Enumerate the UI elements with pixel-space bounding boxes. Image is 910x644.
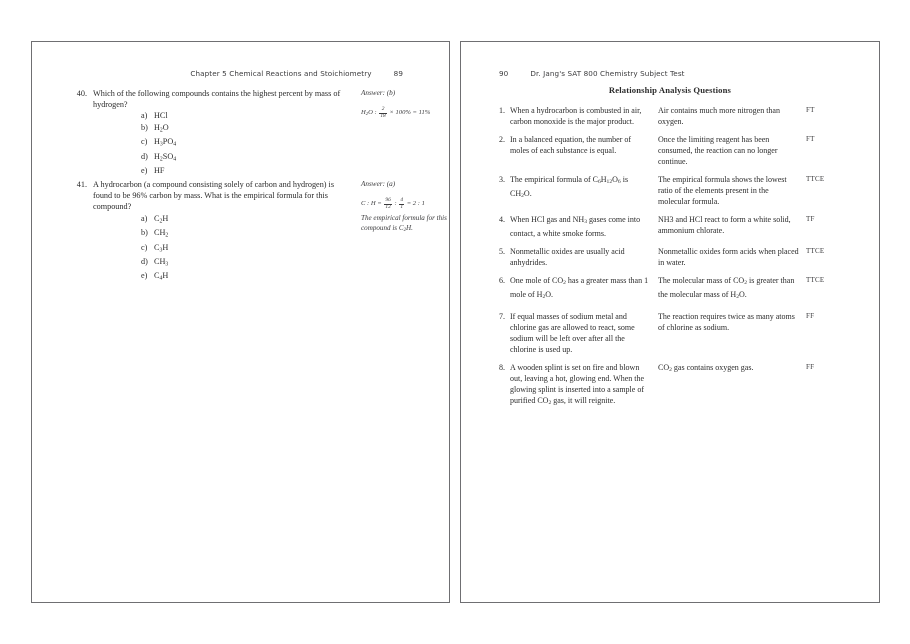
answer-equation-prefix-41: C : H = xyxy=(361,200,382,208)
choice-label-41-a: a) xyxy=(141,213,148,223)
fraction-41-a xyxy=(384,198,391,210)
question-stem-41: A hydrocarbon (a compound consisting solely of carbon and hydrogen) is found to be 96% carbon by mass. What is the empirical formula for this compound? xyxy=(93,180,335,212)
answer-code: FT xyxy=(806,106,815,114)
list-item xyxy=(491,134,859,167)
choice-label-41-e: e) xyxy=(141,271,148,281)
question-block-41 xyxy=(67,179,447,285)
answer-label-40: Answer: (b) xyxy=(361,89,396,97)
list-item xyxy=(491,105,859,127)
choice-label-41-c: c) xyxy=(141,242,148,252)
answer-code: FF xyxy=(806,362,815,371)
choice-label-40-d: d) xyxy=(141,151,148,161)
statement-two: The empirical formula shows the lowest ratio of the elements present in the molecular formula. xyxy=(658,175,787,206)
fraction-denominator-41-b: 1 xyxy=(400,203,404,210)
choice-40-c: c) $H_3PO_4$ xyxy=(141,137,177,148)
item-number: 8. xyxy=(499,362,505,372)
answer-equation-tail-40: × 100% = 11% xyxy=(389,109,431,117)
answer-note-41 xyxy=(361,179,466,235)
fraction-denominator-40: 18 xyxy=(380,112,386,119)
question-row-40 xyxy=(67,88,431,176)
item-number: 5. xyxy=(499,247,505,257)
relationship-analysis-list xyxy=(491,105,859,416)
answer-equation-40: $H_2O$ : $\frac{2}{18}$ × 100% = 11% xyxy=(361,106,431,119)
choice-40-a: a) HCl xyxy=(141,111,168,121)
running-head-right xyxy=(499,69,685,78)
answer-code: TF xyxy=(806,215,815,223)
answer-code: FF xyxy=(806,311,815,320)
statement-one: When a hydrocarbon is combusted in air, carbon monoxide is the major product. xyxy=(510,106,642,126)
question-row-41 xyxy=(67,179,447,285)
answer-label-41: Answer: (a) xyxy=(361,180,396,188)
list-item xyxy=(491,246,859,268)
statement-two: Nonmetallic oxides form acids when placed in water. xyxy=(658,247,799,268)
page-left xyxy=(31,41,450,603)
choice-41-b: b) $CH_2$ xyxy=(141,228,169,239)
choice-40-b: b) $H_2O$ xyxy=(141,122,169,133)
choice-label-41-b: b) xyxy=(141,228,148,238)
list-item xyxy=(491,362,859,409)
list-item xyxy=(491,214,859,239)
statement-one: Nonmetallic oxides are usually acid anhydrides. xyxy=(510,247,625,268)
fraction-numerator-40: 2 xyxy=(381,106,385,113)
choice-41-c: c) $C_3H$ xyxy=(141,242,169,253)
item-number: 4. xyxy=(499,215,505,224)
fraction-41-b xyxy=(399,198,404,210)
statement-two: Air contains much more nitrogen than oxygen. xyxy=(658,106,780,126)
item-number: 6. xyxy=(499,276,505,286)
choice-label-40-c: c) xyxy=(141,137,148,147)
list-item xyxy=(491,275,859,303)
choice-41-a: a) $C_2H$ xyxy=(141,213,169,224)
choice-label-40-e: e) xyxy=(141,165,148,175)
statement-one: In a balanced equation, the number of moles of each substance is equal. xyxy=(510,135,632,155)
section-title: Relationship Analysis Questions xyxy=(608,85,732,95)
page-right xyxy=(460,41,880,603)
choice-label-40-b: b) xyxy=(141,122,148,132)
fraction-40 xyxy=(379,107,386,119)
question-number-41: 41. xyxy=(76,180,87,189)
choice-list-40 xyxy=(141,110,427,176)
choice-label-40-a: a) xyxy=(141,111,148,121)
choice-40-d: d) $H_2SO_4$ xyxy=(141,151,177,162)
statement-one: A wooden splint is set on fire and blown out, leaving a hot, glowing end. When the glowing splint is inserted into a sample of purified $CO_2$ gas, it will reignite. xyxy=(510,362,645,406)
item-number: 1. xyxy=(499,106,505,115)
answer-code: FT xyxy=(806,135,815,143)
answer-code: TTCE xyxy=(806,175,825,183)
statement-two: The reaction requires twice as many atoms of chlorine as sodium. xyxy=(658,311,795,332)
question-block-40 xyxy=(67,88,431,176)
statement-two: NH3 and HCl react to form a white solid, ammonium chlorate. xyxy=(658,215,791,235)
fraction-denominator-41-a: 12 xyxy=(385,203,391,210)
answer-note-40 xyxy=(361,88,466,120)
statement-two: $CO_2$ gas contains oxygen gas. xyxy=(658,362,754,373)
list-item xyxy=(491,311,859,355)
running-head-chapter: Chapter 5 Chemical Reactions and Stoichiometry xyxy=(190,69,372,78)
fraction-numerator-41-b: 4 xyxy=(400,197,404,204)
statement-one: When HCl gas and $NH_3$ gases come into contact, a white smoke forms. xyxy=(510,215,641,239)
choice-41-e: e) $C_4H$ xyxy=(141,271,169,282)
list-item xyxy=(491,174,859,207)
statement-one: The empirical formula of $C_6H_{12}O_6$ is $CH_2O$. xyxy=(510,175,629,200)
statement-two: Once the limiting reagent has been consumed, the reaction can no longer continue. xyxy=(658,135,778,166)
choice-41-d: d) $CH_3$ xyxy=(141,256,169,268)
statement-two: The molecular mass of $CO_2$ is greater than the molecular mass of $H_2O$. xyxy=(658,276,795,301)
answer-conclusion-41: The empirical formula for this compound is $C_2H$. xyxy=(361,214,447,233)
answer-code: TTCE xyxy=(806,247,825,256)
running-head-book-title: Dr. Jang's SAT 800 Chemistry Subject Test xyxy=(530,69,685,78)
answer-equation-tail-41: = 2 : 1 xyxy=(406,200,425,208)
question-number-40: 40. xyxy=(76,89,87,98)
folio-right: 90 xyxy=(499,69,509,78)
item-number: 7. xyxy=(499,311,505,321)
question-stem-40: Which of the following compounds contains the highest percent by mass of hydrogen? xyxy=(93,89,341,110)
item-number: 2. xyxy=(499,135,505,144)
choice-label-41-d: d) xyxy=(141,256,148,266)
item-number: 3. xyxy=(499,175,505,184)
choice-40-e: e) HF xyxy=(141,165,165,175)
answer-equation-41 xyxy=(361,198,466,210)
answer-code: TTCE xyxy=(806,276,825,285)
fraction-separator-41: : xyxy=(394,200,397,208)
folio-left: 89 xyxy=(393,69,403,78)
statement-one: If equal masses of sodium metal and chlorine gas are allowed to react, some sodium will be left over after all the chlorine is used up. xyxy=(510,311,635,354)
fraction-numerator-41-a: 96 xyxy=(385,197,391,204)
statement-one: One mole of $CO_2$ has a greater mass than 1 mole of $H_2O$. xyxy=(510,276,649,301)
running-head-left xyxy=(190,69,403,78)
